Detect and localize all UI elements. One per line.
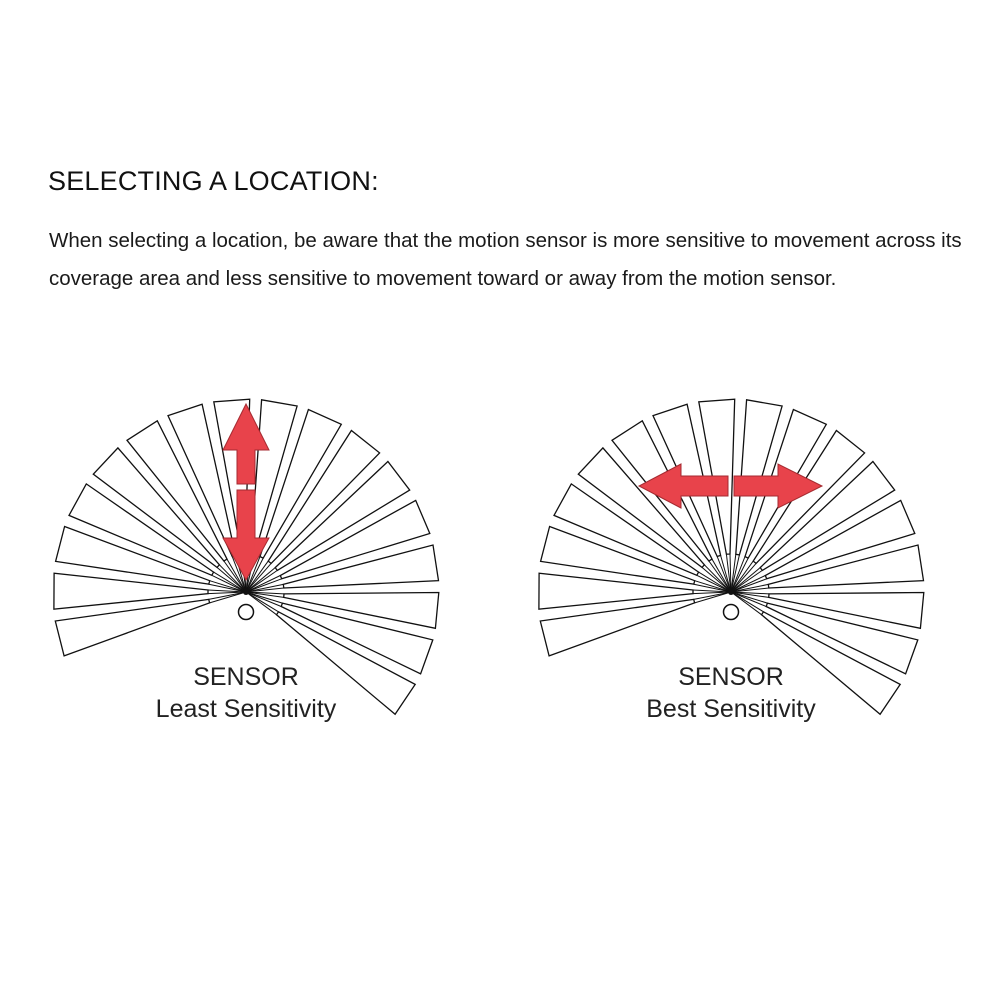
best-sensitivity-diagram xyxy=(521,380,941,740)
sensor-icon xyxy=(239,605,254,620)
caption-sensitivity: Best Sensitivity xyxy=(646,695,816,723)
caption-sensitivity: Least Sensitivity xyxy=(155,695,337,723)
sensor-icon xyxy=(724,605,739,620)
instruction-paragraph: When selecting a location, be aware that the motion sensor is more sensitive to movement across its coverage area and less sensitive to movement toward or away from the motion sensor. xyxy=(49,229,962,290)
beam-origin xyxy=(243,589,249,595)
caption-sensor: SENSOR xyxy=(678,663,784,691)
least-sensitivity-diagram xyxy=(36,380,456,740)
coverage-beam xyxy=(55,599,209,656)
beam-origin xyxy=(728,589,734,595)
caption-sensor: SENSOR xyxy=(193,663,299,691)
coverage-beam xyxy=(540,599,694,656)
page-title: SELECTING A LOCATION: xyxy=(48,166,379,196)
